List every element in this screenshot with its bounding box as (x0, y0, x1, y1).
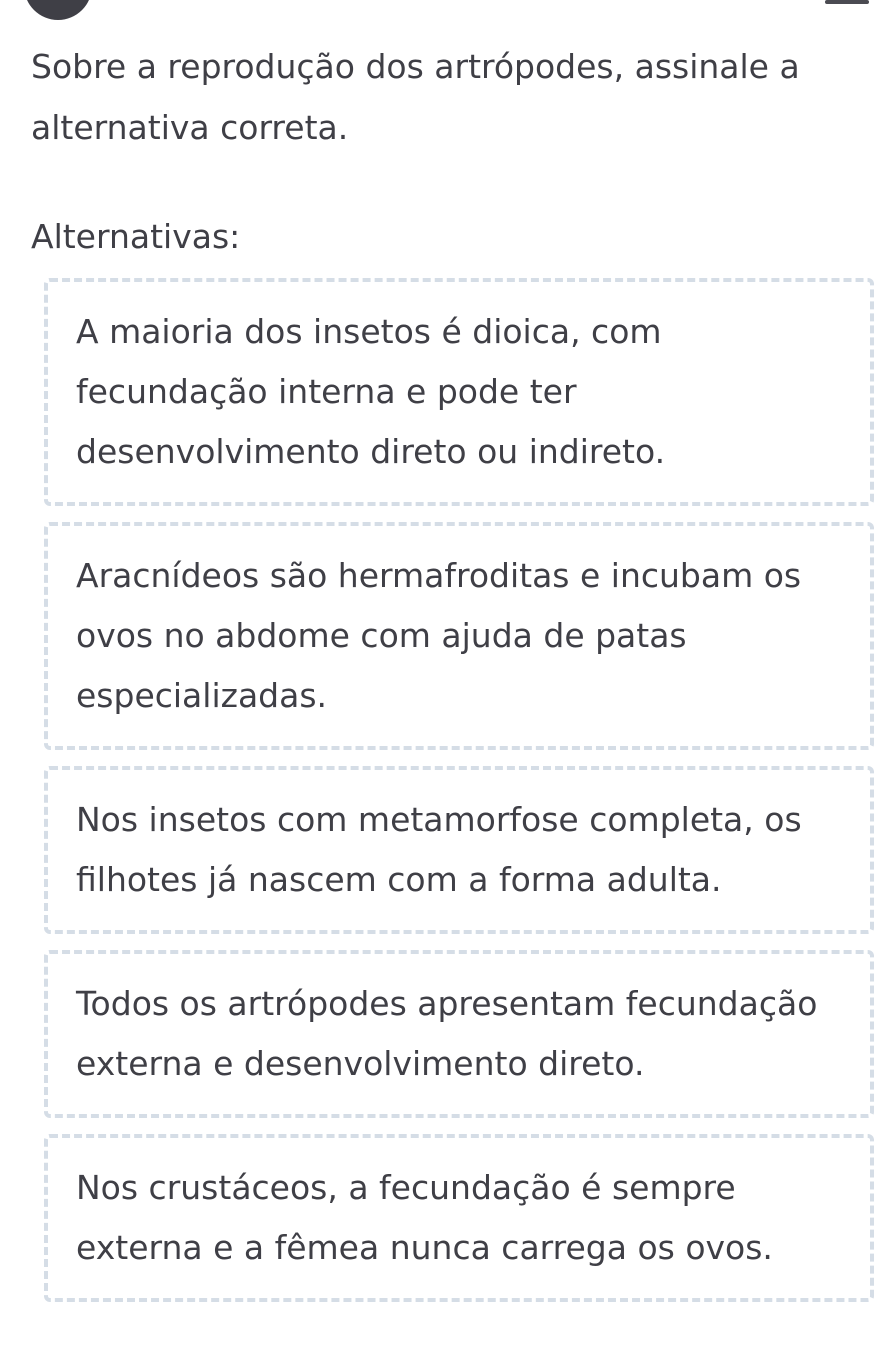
question-text: Sobre a reprodução dos artrópodes, assinale a alternativa correta. (31, 47, 800, 147)
alternative-option-text: Aracnídeos são hermafroditas e incubam os ovos no abdome com ajuda de patas especializadas. (76, 556, 802, 715)
alternative-option-5[interactable] (44, 1134, 874, 1302)
alternatives-heading: Alternativas: (31, 217, 241, 256)
question-number-badge (24, 0, 92, 20)
alternatives-list (44, 278, 874, 1318)
alternative-option-3[interactable] (44, 766, 874, 934)
alternative-option-text: Todos os artrópodes apresentam fecundação externa e desenvolvimento direto. (76, 984, 818, 1083)
alternative-option-2[interactable] (44, 522, 874, 750)
alternative-option-4[interactable] (44, 950, 874, 1118)
alternative-option-1[interactable] (44, 278, 874, 506)
alternative-option-text: Nos crustáceos, a fecundação é sempre externa e a fêmea nunca carrega os ovos. (76, 1168, 773, 1267)
alternative-option-text: A maioria dos insetos é dioica, com fecundação interna e pode ter desenvolvimento direto ou indireto. (76, 312, 666, 471)
alternative-option-text: Nos insetos com metamorfose completa, os filhotes já nascem com a forma adulta. (76, 800, 802, 899)
menu-icon[interactable] (825, 0, 869, 4)
